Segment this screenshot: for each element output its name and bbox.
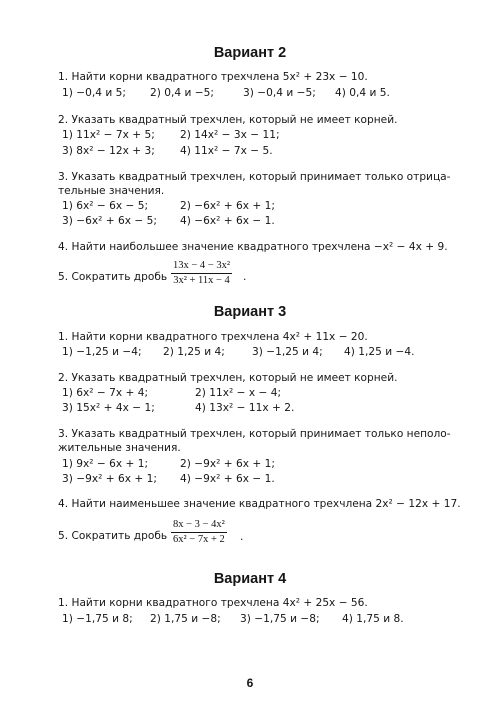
v2-q1-answer-3: 3) −0,4 и −5; bbox=[243, 87, 316, 99]
v3-q4-text: 4. Найти наименьшее значение квадратного трехчлена 2x² − 12x + 17. bbox=[58, 498, 461, 510]
v4-q1-answer-2: 2) 1,75 и −8; bbox=[150, 613, 221, 625]
v2-q5-fraction bbox=[171, 260, 232, 287]
v3-q1-answer-4: 4) 1,25 и −4. bbox=[344, 346, 415, 358]
v2-q4-text: 4. Найти наибольшее значение квадратного трехчлена −x² − 4x + 9. bbox=[58, 241, 448, 253]
v2-q3-answer-4: 4) −6x² + 6x − 1. bbox=[180, 215, 275, 227]
v2-q2-answer-4: 4) 11x² − 7x − 5. bbox=[180, 145, 273, 157]
v2-q5-text: 5. Сократить дробь bbox=[58, 271, 168, 283]
v2-q5-end: . bbox=[243, 271, 247, 283]
v3-q1-text: 1. Найти корни квадратного трехчлена 4x² + 11x − 20. bbox=[58, 331, 368, 343]
v2-q3-answer-3: 3) −6x² + 6x − 5; bbox=[62, 215, 157, 227]
v4-q1-answer-1: 1) −1,75 и 8; bbox=[62, 613, 133, 625]
v3-q1-answer-1: 1) −1,25 и −4; bbox=[62, 346, 142, 358]
variant-4-title: Вариант 4 bbox=[213, 571, 287, 587]
v3-q5-text: 5. Сократить дробь bbox=[58, 530, 168, 542]
v2-q5-denominator: 3x² + 11x − 4 bbox=[173, 275, 230, 286]
v3-q2-answer-4: 4) 13x² − 11x + 2. bbox=[195, 402, 295, 414]
v2-q1-answer-4: 4) 0,4 и 5. bbox=[335, 87, 390, 99]
v3-q2-text: 2. Указать квадратный трехчлен, который не имеет корней. bbox=[58, 372, 398, 384]
v4-q1-answer-4: 4) 1,75 и 8. bbox=[342, 613, 404, 625]
variant-2-title: Вариант 2 bbox=[213, 45, 287, 61]
v3-q3-answer-1: 1) 9x² − 6x + 1; bbox=[62, 458, 149, 470]
v2-q2-answer-3: 3) 8x² − 12x + 3; bbox=[62, 145, 155, 157]
v2-q5-numerator: 13x − 4 − 3x² bbox=[171, 260, 232, 274]
page-number: 6 bbox=[246, 676, 254, 690]
v3-q5-end: . bbox=[240, 531, 244, 543]
v2-q2-answer-1: 1) 11x² − 7x + 5; bbox=[62, 129, 155, 141]
v3-q3-answer-2: 2) −9x² + 6x + 1; bbox=[180, 458, 275, 470]
v3-q5-denominator: 6x² − 7x + 2 bbox=[173, 534, 225, 545]
v3-q2-answer-1: 1) 6x² − 7x + 4; bbox=[62, 387, 149, 399]
v3-q2-answer-2: 2) 11x² − x − 4; bbox=[195, 387, 282, 399]
v2-q3-text-line-1: 3. Указать квадратный трехчлен, который принимает только отрица- bbox=[58, 171, 451, 183]
v2-q3-text-line-2: тельные значения. bbox=[58, 185, 165, 197]
v3-q2-answer-3: 3) 15x² + 4x − 1; bbox=[62, 402, 155, 414]
v2-q3-answer-1: 1) 6x² − 6x − 5; bbox=[62, 200, 149, 212]
v2-q3-answer-2: 2) −6x² + 6x + 1; bbox=[180, 200, 275, 212]
v3-q3-answer-3: 3) −9x² + 6x + 1; bbox=[62, 473, 157, 485]
v3-q5-fraction bbox=[171, 519, 227, 546]
v2-q1-answer-2: 2) 0,4 и −5; bbox=[150, 87, 214, 99]
v4-q1-answer-3: 3) −1,75 и −8; bbox=[240, 613, 320, 625]
v3-q3-answer-4: 4) −9x² + 6x − 1. bbox=[180, 473, 275, 485]
v2-q1-text: 1. Найти корни квадратного трехчлена 5x² + 23x − 10. bbox=[58, 71, 368, 83]
v3-q3-text-line-2: жительные значения. bbox=[58, 442, 181, 454]
v2-q1-answer-1: 1) −0,4 и 5; bbox=[62, 87, 126, 99]
v2-q2-answer-2: 2) 14x² − 3x − 11; bbox=[180, 129, 280, 141]
v2-q2-text: 2. Указать квадратный трехчлен, который не имеет корней. bbox=[58, 114, 398, 126]
v3-q1-answer-2: 2) 1,25 и 4; bbox=[163, 346, 225, 358]
v4-q1-text: 1. Найти корни квадратного трехчлена 4x² + 25x − 56. bbox=[58, 597, 368, 609]
v3-q5-numerator: 8x − 3 − 4x² bbox=[171, 519, 227, 533]
variant-3-title: Вариант 3 bbox=[213, 304, 287, 320]
v3-q1-answer-3: 3) −1,25 и 4; bbox=[252, 346, 323, 358]
v3-q3-text-line-1: 3. Указать квадратный трехчлен, который принимает только неполо- bbox=[58, 428, 451, 440]
